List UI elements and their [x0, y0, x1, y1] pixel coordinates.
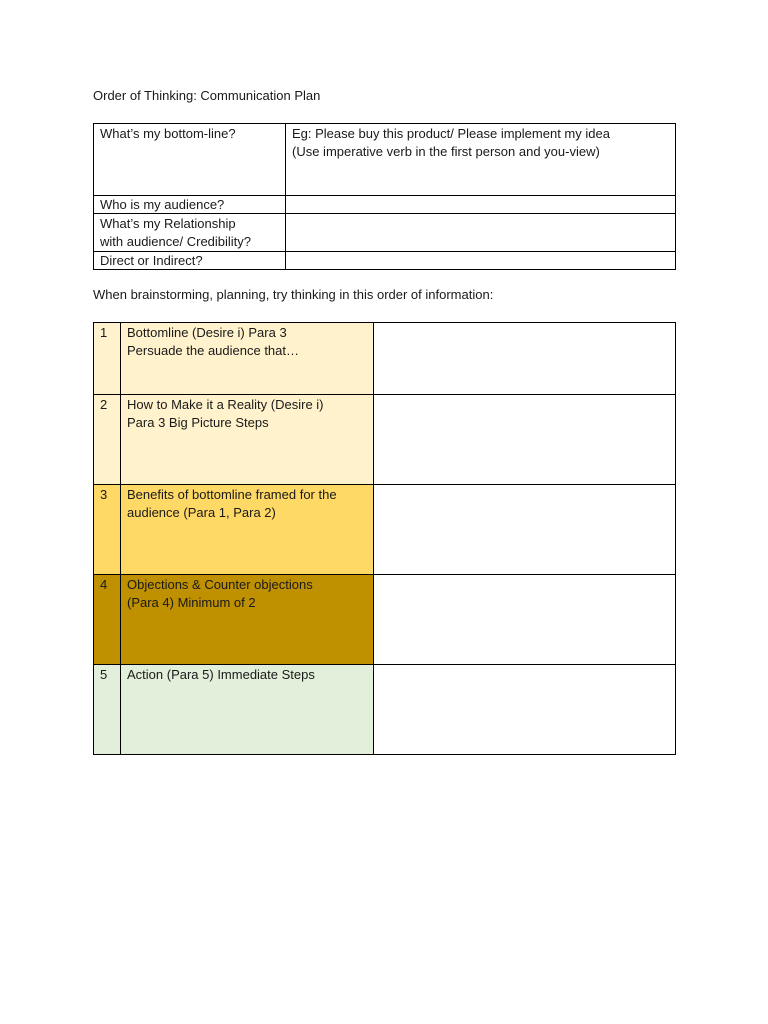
answer-cell[interactable]	[286, 124, 676, 196]
table-row	[94, 575, 676, 665]
step-label-cell	[121, 665, 374, 755]
step-number-cell: 4	[94, 575, 121, 665]
question-bottom-line: What’s my bottom-line?	[100, 126, 236, 141]
step-label-line: Para 3 Big Picture Steps	[127, 415, 269, 430]
step-label-line: Benefits of bottomline framed for the	[127, 487, 337, 502]
table-row	[94, 214, 676, 252]
answer-hint-line: (Use imperative verb in the first person and you-view)	[292, 144, 600, 159]
step-label-cell	[121, 323, 374, 395]
step-label-cell	[121, 485, 374, 575]
table-row	[94, 665, 676, 755]
step-label-line: Objections & Counter objections	[127, 577, 313, 592]
table-row	[94, 252, 676, 270]
step-number-cell: 2	[94, 395, 121, 485]
question-cell	[94, 214, 286, 252]
step-notes-cell[interactable]	[374, 665, 676, 755]
step-label-line: audience (Para 1, Para 2)	[127, 505, 276, 520]
answer-cell[interactable]	[286, 214, 676, 252]
step-number-cell: 1	[94, 323, 121, 395]
answer-cell[interactable]	[286, 196, 676, 214]
page-title: Order of Thinking: Communication Plan	[93, 88, 321, 103]
step-notes-cell[interactable]	[374, 395, 676, 485]
intro-text: When brainstorming, planning, try thinking in this order of information:	[93, 287, 494, 302]
table-row	[94, 395, 676, 485]
step-label-line: Bottomline (Desire i) Para 3	[127, 325, 287, 340]
answer-cell[interactable]	[286, 252, 676, 270]
step-notes-cell[interactable]	[374, 323, 676, 395]
question-cell	[94, 196, 286, 214]
answer-example-line: Eg: Please buy this product/ Please implement my idea	[292, 126, 610, 141]
step-number-cell: 3	[94, 485, 121, 575]
question-relationship-line: What’s my Relationship	[100, 216, 236, 231]
step-label-line: Action (Para 5) Immediate Steps	[127, 667, 315, 682]
question-direct-indirect: Direct or Indirect?	[100, 253, 203, 268]
table-row	[94, 323, 676, 395]
table-row	[94, 485, 676, 575]
step-notes-cell[interactable]	[374, 485, 676, 575]
table-row	[94, 196, 676, 214]
step-label-cell	[121, 575, 374, 665]
step-notes-cell[interactable]	[374, 575, 676, 665]
step-label-line: How to Make it a Reality (Desire i)	[127, 397, 324, 412]
step-number-cell: 5	[94, 665, 121, 755]
question-cell	[94, 252, 286, 270]
question-audience: Who is my audience?	[100, 197, 225, 212]
question-credibility-line: with audience/ Credibility?	[100, 234, 252, 249]
step-label-line: Persuade the audience that…	[127, 343, 300, 358]
step-label-line: (Para 4) Minimum of 2	[127, 595, 256, 610]
communication-questions-table	[93, 123, 676, 270]
step-label-cell	[121, 395, 374, 485]
table-row	[94, 124, 676, 196]
order-of-information-table	[93, 322, 676, 755]
question-cell	[94, 124, 286, 196]
